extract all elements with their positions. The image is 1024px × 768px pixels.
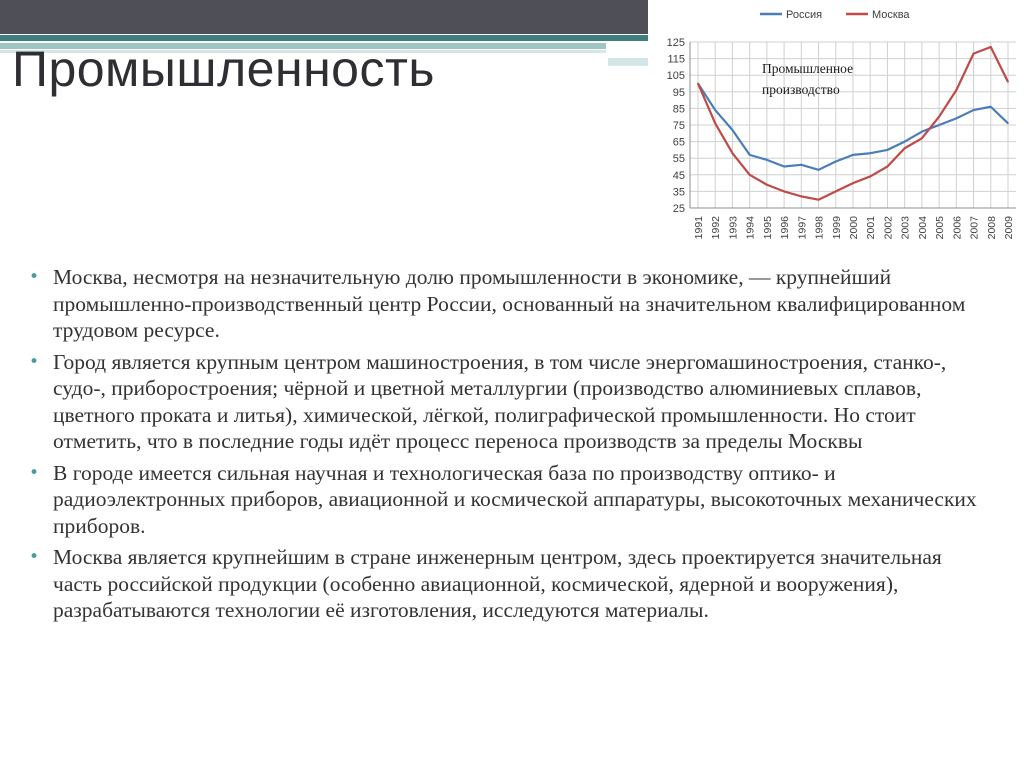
x-tick-label: 2001 xyxy=(865,216,878,240)
y-tick-label: 105 xyxy=(666,70,685,83)
y-tick-label: 75 xyxy=(672,120,685,132)
data-point xyxy=(801,196,803,198)
x-tick-label: 2003 xyxy=(899,216,912,240)
y-tick-label: 85 xyxy=(672,103,685,116)
x-tick-label: 1999 xyxy=(830,216,843,240)
bullet-dot-icon: • xyxy=(29,547,40,567)
chart-canvas xyxy=(648,0,1024,262)
data-point xyxy=(904,141,906,143)
bullet-text: Москва, несмотря на незначительную долю промышленности в экономике, — крупнейший промышленно-производственный центр России, основанный на значительном квалифицированном трудовом ресурсе. xyxy=(53,265,966,342)
data-point xyxy=(887,166,889,168)
y-tick-label: 45 xyxy=(672,169,685,182)
legend-label: Москва xyxy=(872,9,910,21)
industrial-production-chart xyxy=(648,0,1024,262)
legend-label: Россия xyxy=(786,9,823,21)
x-tick-label: 2008 xyxy=(985,216,998,240)
data-point xyxy=(1007,123,1009,125)
y-tick-label: 95 xyxy=(672,86,685,99)
x-tick-label: 2000 xyxy=(848,216,860,240)
x-tick-label: 2009 xyxy=(1003,216,1015,240)
chart-annotation: производство xyxy=(762,82,840,97)
x-tick-label: 1991 xyxy=(693,216,705,240)
data-point xyxy=(766,184,768,186)
data-point xyxy=(904,147,906,149)
y-tick-label: 55 xyxy=(672,153,685,166)
data-point xyxy=(697,83,699,85)
y-tick-label: 125 xyxy=(666,37,685,49)
x-tick-label: 1993 xyxy=(727,216,740,240)
x-tick-label: 2006 xyxy=(951,216,964,240)
x-tick-label: 1992 xyxy=(710,216,723,240)
x-tick-label: 2005 xyxy=(934,216,947,240)
header-stripe xyxy=(608,58,648,66)
data-point xyxy=(921,137,923,139)
bullet-item xyxy=(28,544,988,624)
data-point xyxy=(732,152,734,154)
data-point xyxy=(973,109,975,111)
bullet-list xyxy=(28,264,988,629)
data-point xyxy=(852,182,854,184)
y-tick-label: 65 xyxy=(672,136,685,149)
data-point xyxy=(956,118,958,120)
y-tick-label: 25 xyxy=(672,203,685,215)
data-point xyxy=(714,123,716,125)
x-tick-label: 1996 xyxy=(779,216,792,240)
bullet-dot-icon: • xyxy=(29,267,40,287)
data-point xyxy=(749,174,751,176)
chart-annotation: Промышленное xyxy=(762,61,854,76)
header-band xyxy=(0,0,648,34)
bullet-item xyxy=(28,264,988,344)
data-point xyxy=(1007,81,1009,83)
bullet-item xyxy=(28,349,988,455)
data-point xyxy=(887,149,889,151)
data-point xyxy=(801,164,803,166)
bullet-text: Город является крупным центром машиностроения, в том числе энергомашиностроения, станко-, судо-, приборостроения; чёрной и цветной металлургии (производство алюминиевых сплавов, цветного проката и литья), химической, лёгкой, полиграфической промышленности. Но стоит отметить, что в последние годы идёт процесс переноса производств за пределы Москвы xyxy=(53,349,947,453)
x-tick-label: 1998 xyxy=(813,216,826,240)
data-point xyxy=(990,46,992,48)
data-point xyxy=(783,191,785,193)
data-point xyxy=(938,116,940,118)
data-point xyxy=(783,166,785,168)
data-point xyxy=(852,154,854,156)
data-point xyxy=(732,129,734,131)
x-tick-label: 1995 xyxy=(761,216,774,240)
data-point xyxy=(921,131,923,133)
x-tick-label: 1997 xyxy=(796,216,809,240)
data-point xyxy=(818,199,820,201)
data-point xyxy=(835,191,837,193)
x-tick-label: 2002 xyxy=(882,216,895,240)
data-point xyxy=(818,169,820,171)
data-point xyxy=(956,89,958,91)
data-point xyxy=(938,124,940,126)
bullet-item xyxy=(28,460,988,540)
data-point xyxy=(869,176,871,178)
slide-title: Промышленность xyxy=(12,41,435,97)
x-tick-label: 1994 xyxy=(744,216,757,240)
bullet-dot-icon: • xyxy=(29,351,40,372)
data-point xyxy=(766,159,768,161)
data-point xyxy=(835,161,837,163)
data-point xyxy=(973,53,975,55)
data-point xyxy=(869,152,871,154)
x-tick-label: 2007 xyxy=(968,216,981,240)
y-tick-label: 35 xyxy=(672,186,685,199)
data-point xyxy=(990,106,992,108)
bullet-dot-icon: • xyxy=(29,462,40,483)
bullet-text: Москва является крупнейшим в стране инженерным центром, здесь проектируется значительная часть российской продукции (особенно авиационной, космической, ядерной и вооружения), разрабатываются технологии её изготовления, исследуются материалы. xyxy=(53,545,942,622)
data-point xyxy=(749,154,751,156)
data-point xyxy=(714,109,716,111)
y-tick-label: 115 xyxy=(667,53,685,66)
bullet-text: В городе имеется сильная научная и технологическая база по производству оптико- и радиоэлектронных приборов, авиационной и космической аппаратуры, высокоточных механических приборов. xyxy=(53,460,977,538)
x-tick-label: 2004 xyxy=(916,216,929,240)
